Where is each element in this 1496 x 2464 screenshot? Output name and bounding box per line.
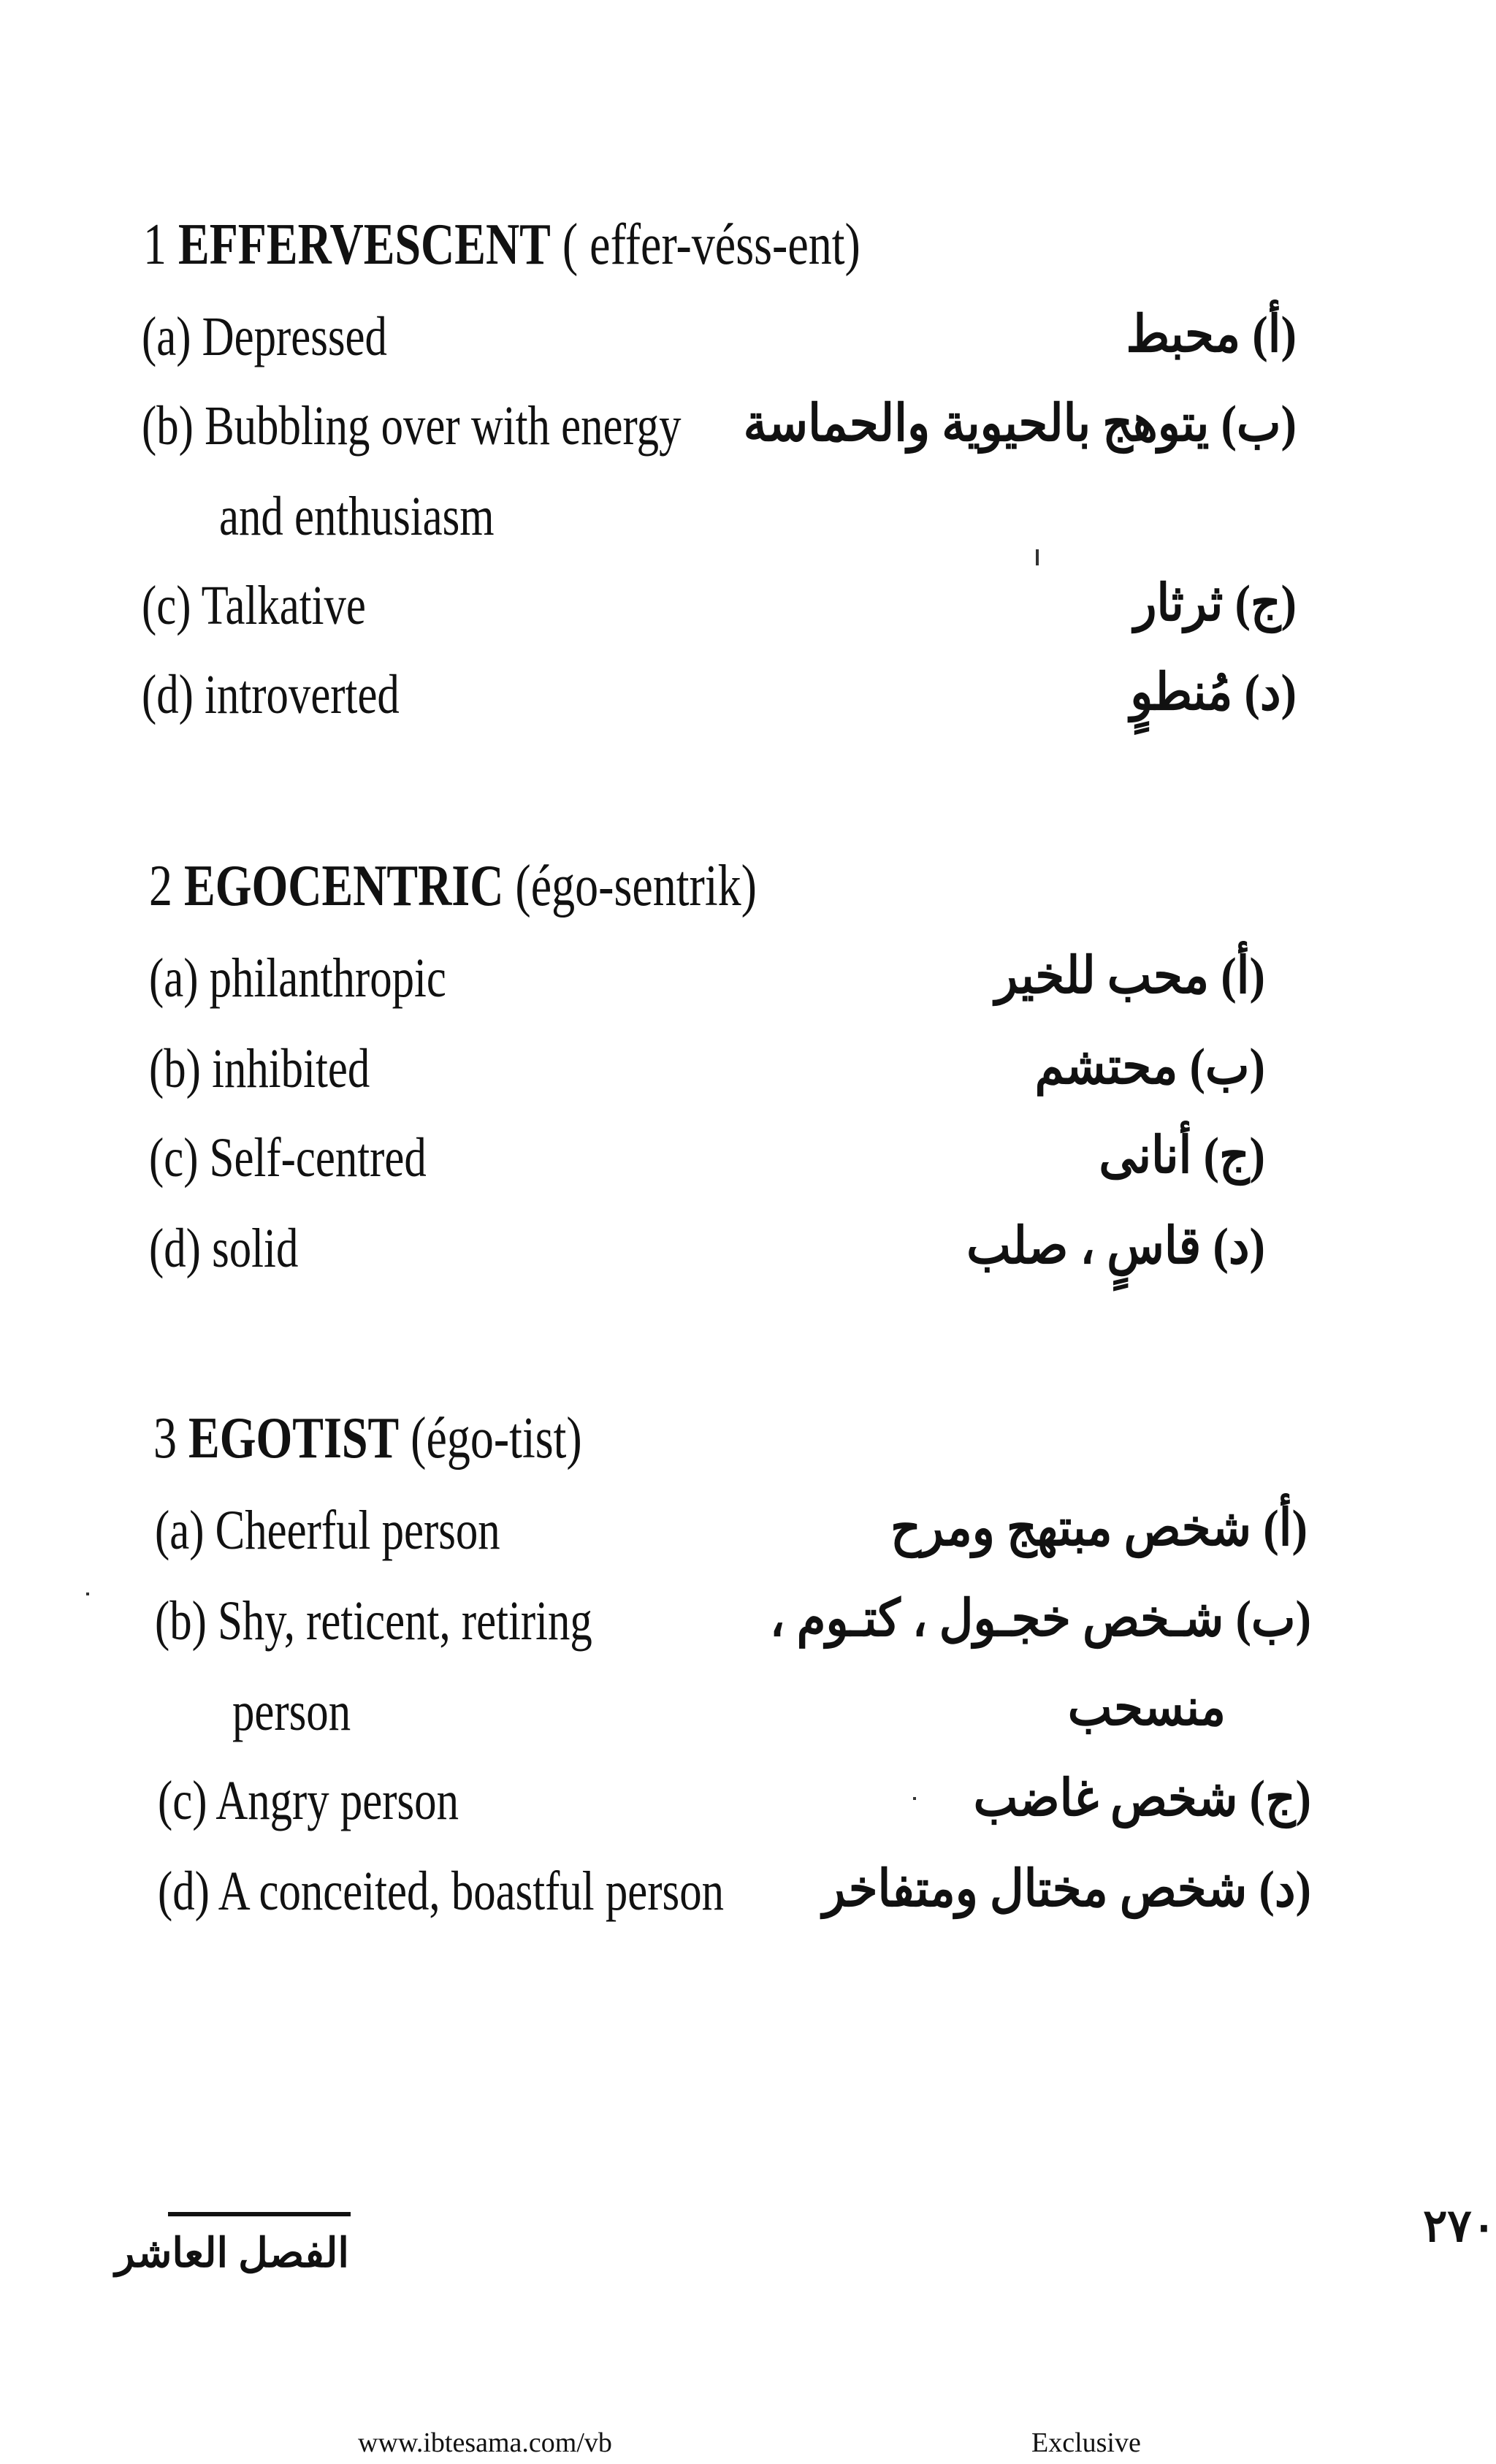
question-title	[153, 1405, 582, 1472]
question-number: 2	[149, 854, 172, 918]
question-title	[143, 212, 860, 278]
option-d-english: (d) introverted	[142, 664, 400, 725]
option-a-english: (a) Depressed	[142, 306, 387, 367]
option-d-english: (d) A conceited, boastful person	[158, 1861, 724, 1922]
option-b-arabic: (ب) يتوهج بالحيوية والحماسة	[743, 396, 1297, 452]
option-b-english: (b) inhibited	[149, 1038, 370, 1099]
option-c-english: (c) Self-centred	[149, 1127, 427, 1189]
page-number: ٢٧٠	[1423, 2202, 1496, 2251]
option-b-arabic: (ب) شـخص خجـول ، كتـوم ،	[769, 1591, 1311, 1647]
option-c-english: (c) Talkative	[142, 575, 366, 636]
option-a-arabic: (أ) محب للخير	[995, 948, 1265, 1004]
option-c-arabic: (ج) شخص غاضب	[973, 1771, 1311, 1827]
scan-speck	[913, 1797, 916, 1800]
question-title	[149, 853, 757, 920]
question-word: EGOCENTRIC	[184, 854, 504, 918]
pronunciation: (égo-sentrik)	[515, 854, 757, 918]
option-d-arabic: (د) قاسٍ ، صلب	[966, 1218, 1265, 1275]
option-b-english: (b) Shy, reticent, retiring	[155, 1590, 592, 1652]
question-word: EFFERVESCENT	[178, 213, 551, 277]
option-c-english: (c) Angry person	[158, 1770, 459, 1831]
option-d-arabic: (د) مُنطوٍ	[1130, 665, 1297, 721]
option-b-arabic: (ب) محتشم	[1034, 1039, 1265, 1095]
option-b-arabic-continued: منسحب	[1067, 1680, 1226, 1736]
option-a-arabic: (أ) محبط	[1126, 307, 1297, 363]
option-c-arabic: (ج) ثرثار	[1134, 576, 1297, 632]
scan-speck	[86, 1593, 89, 1595]
exclusive-tag: Exclusive	[1031, 2427, 1141, 2458]
option-d-english: (d) solid	[149, 1218, 299, 1279]
option-b-english-continued: person	[232, 1681, 351, 1742]
option-a-english: (a) philanthropic	[149, 947, 446, 1009]
pronunciation: ( effer-véss-ent)	[562, 213, 860, 277]
website-link[interactable]: www.ibtesama.com/vb	[358, 2427, 612, 2458]
question-number: 3	[153, 1406, 177, 1471]
option-c-arabic: (ج) أنانى	[1099, 1128, 1265, 1184]
scan-speck	[1036, 549, 1039, 565]
option-b-english-continued: and enthusiasm	[219, 486, 495, 547]
footer-rule	[168, 2212, 351, 2216]
option-b-english: (b) Bubbling over with energy	[142, 395, 682, 457]
question-number: 1	[143, 213, 167, 277]
option-a-english: (a) Cheerful person	[155, 1500, 500, 1561]
option-d-arabic: (د) شخص مختال ومتفاخر	[823, 1861, 1311, 1918]
question-word: EGOTIST	[188, 1406, 400, 1471]
option-a-arabic: (أ) شخص مبتهج ومرح	[890, 1500, 1308, 1557]
pronunciation: (égo-tist)	[411, 1406, 582, 1471]
chapter-label: الفصل العاشر	[115, 2231, 349, 2276]
